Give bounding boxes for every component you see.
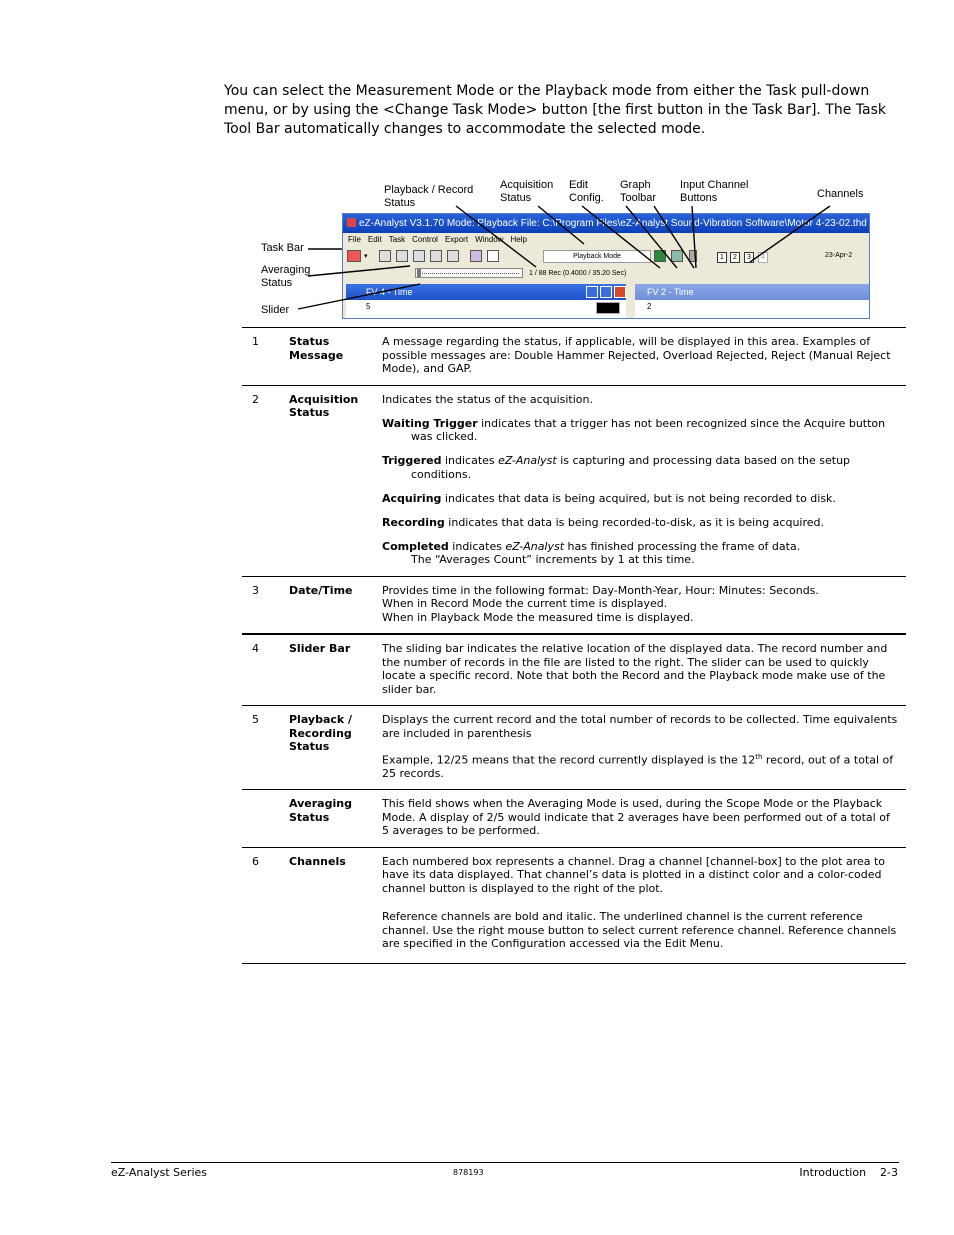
desc-text: Reference channels are bold and italic. The underlined channel is the current reference channel. Use the right mouse button to select current reference channel. Reference channels are specified in the Configuration accessed via the Edit Menu. xyxy=(382,910,897,951)
menu-help[interactable]: Help xyxy=(510,235,527,244)
row-description xyxy=(382,386,898,576)
intro-paragraph: You can select the Measurement Mode or the Playback mode from either the Task pull-down menu, or by using the <Change Task Mode> button [the first button in the Task Bar]. The Task Tool Bar automatically changes to accommodate the selected mode. xyxy=(224,83,887,137)
channel-1-button[interactable]: 1 xyxy=(717,252,727,263)
row-term: Slider Bar xyxy=(289,642,351,655)
callout-input-channel: Input Channel Buttons xyxy=(680,179,749,204)
table-row xyxy=(242,789,906,847)
row-term: Channels xyxy=(289,854,346,868)
sub-window-2-label: FV 2 - Time xyxy=(647,287,694,297)
menu-export[interactable]: Export xyxy=(444,235,469,244)
menu-window[interactable]: Window xyxy=(475,235,504,244)
table-end-rule xyxy=(242,963,906,964)
waiting-trigger-text: Waiting Trigger indicates that a trigger has not been recognized since the Acquire button was clicked. xyxy=(382,416,886,443)
desc-example: Example, 12/25 means that the record currently displayed is the 12th record, out of a total of 25 records. xyxy=(382,752,894,780)
channel-2-button[interactable]: 2 xyxy=(730,252,740,263)
menu-edit[interactable]: Edit xyxy=(367,235,382,244)
row-number: 3 xyxy=(252,583,259,597)
desc-line: Provides time in the following format: Day-Month-Year, Hour: Minutes: Seconds. xyxy=(382,583,819,597)
desc-text: A message regarding the status, if applicable, will be displayed in this area. Examples of possible messages are: Double Hammer Rejected, Overload Rejected, Reject (Manual Reject Mode), and GAP. xyxy=(382,335,891,375)
menu-file[interactable]: File xyxy=(348,235,361,244)
window-title: eZ-Analyst V3.1.70 Mode: Playback File: C:\Program Files\eZ-Analyst Sound-Vibration Software\Motor 4-23-02.thd xyxy=(359,218,867,229)
row-description xyxy=(382,577,898,634)
callout-acquisition: Acquisition Status xyxy=(500,179,554,204)
row-description xyxy=(382,635,898,705)
menu-task[interactable]: Task xyxy=(388,235,406,244)
callout-averaging: Averaging Status xyxy=(261,264,311,289)
row-number: 1 xyxy=(252,335,259,348)
completed-text: Completed indicates eZ-Analyst has finished processing the frame of data. The “Averages Count” increments by 1 at this time. xyxy=(382,539,801,566)
table-row xyxy=(242,385,906,576)
callout-slider: Slider xyxy=(261,304,290,316)
callout-task-bar: Task Bar xyxy=(261,242,304,254)
desc-text: Displays the current record and the total number of records to be collected. Time equivalents are included in parenthesis xyxy=(382,713,898,740)
task-bar-figure xyxy=(256,176,896,322)
row-number: 4 xyxy=(252,642,259,655)
dropdown-arrow-icon[interactable]: ▾ xyxy=(364,252,368,260)
plot-1-tick: 5 xyxy=(366,302,371,311)
row-term: Averaging Status xyxy=(289,797,352,824)
callout-graph-toolbar: Graph Toolbar xyxy=(620,179,657,204)
sub-window-1-label: FV 4 - Time xyxy=(366,287,413,297)
table-row xyxy=(242,327,906,385)
footer-left: eZ-Analyst Series xyxy=(111,1166,208,1179)
desc-text: The sliding bar indicates the relative location of the displayed data. The record number and the number of records in the file are listed to the right. The slider can be used to quickly locate a specific record. Note that both the Record and the Playback mode make use of the slider bar. xyxy=(382,642,888,696)
callout-playback-record: Playback / Record Status xyxy=(384,184,474,209)
table-row xyxy=(242,633,906,705)
plot-2-tick: 2 xyxy=(647,302,652,311)
menu-control[interactable]: Control xyxy=(412,235,438,244)
row-term: Acquisition Status xyxy=(289,392,359,419)
channel-4-button[interactable]: 4 xyxy=(758,252,768,263)
row-term: Playback / Recording Status xyxy=(289,713,353,753)
desc-text: Each numbered box represents a channel. Drag a channel [channel-box] to the plot area to have its data displayed. That channel’s data is plotted in a distinct color and a color-coded channel button is displayed to the right of the plot. xyxy=(382,854,886,895)
table-row xyxy=(242,705,906,789)
table-row xyxy=(242,576,906,634)
desc-text: Indicates the status of the acquisition. xyxy=(382,392,593,406)
desc-line: When in Record Mode the current time is displayed. xyxy=(382,597,668,610)
acquiring-text: Acquiring indicates that data is being acquired, but is not being recorded to disk. xyxy=(382,491,836,505)
row-term: Date/Time xyxy=(289,583,353,597)
row-description xyxy=(382,328,898,385)
footer-rule xyxy=(111,1162,899,1163)
mode-field: Playback Mode xyxy=(543,250,651,263)
callout-lines xyxy=(256,176,896,322)
desc-text: This field shows when the Averaging Mode is used, during the Scope Mode or the Playback Mode. A display of 2/5 would indicate that 2 averages have been performed out of a total of 5 averages to be performed. xyxy=(382,797,890,838)
row-number: 5 xyxy=(252,713,259,726)
recording-text: Recording indicates that data is being recorded-to-disk, as it is being acquired. xyxy=(382,515,825,529)
callout-channels: Channels xyxy=(817,188,864,200)
row-description xyxy=(382,706,898,789)
callout-edit-config: Edit Config. xyxy=(569,179,604,204)
description-table xyxy=(242,327,906,964)
channel-3-button[interactable]: 3 xyxy=(744,252,754,263)
record-status: 1 / 88 Rec (0.4000 / 35.20 Sec) xyxy=(529,270,627,277)
row-term: Status Message xyxy=(289,335,344,362)
row-description xyxy=(382,848,898,963)
row-description xyxy=(382,790,898,847)
row-number: 2 xyxy=(252,392,259,406)
row-number: 6 xyxy=(252,854,259,868)
desc-line: When in Playback Mode the measured time is displayed. xyxy=(382,610,694,624)
footer-center: 878193 xyxy=(453,1168,484,1177)
table-row xyxy=(242,847,906,963)
footer-right: Introduction 2-3 xyxy=(799,1166,898,1179)
triggered-text: Triggered indicates eZ-Analyst is capturing and processing data based on the setup conditions. xyxy=(382,454,851,481)
date-field: 23-Apr-2 xyxy=(825,252,853,259)
